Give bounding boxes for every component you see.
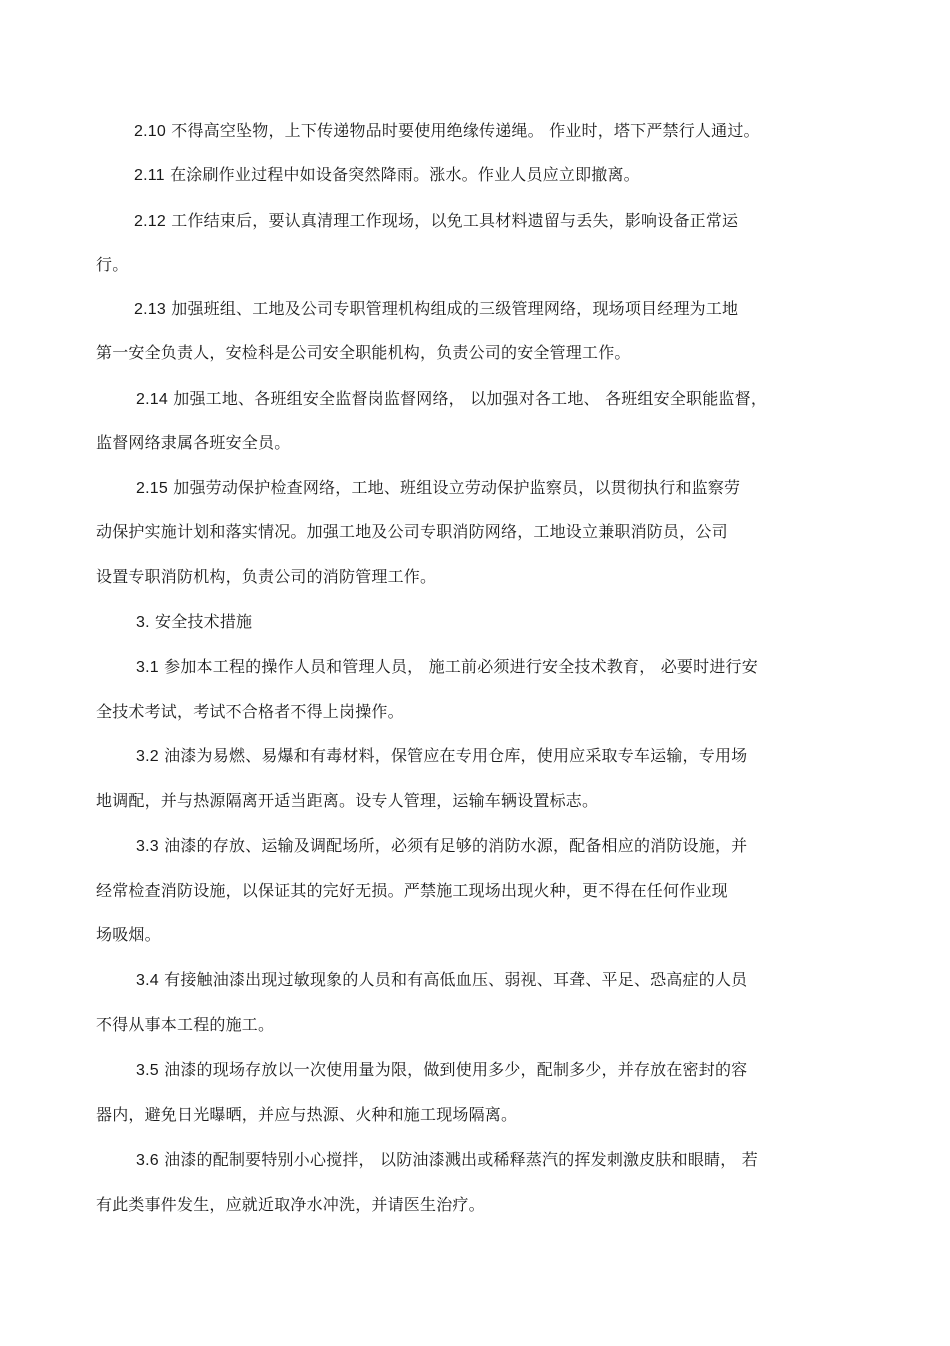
section-title: 安全技术措施 [155,612,253,631]
clause-number: 3.6 [136,1152,159,1169]
text-line-2-11 [134,165,640,186]
section-heading-3 [136,612,252,633]
clause-number: 2.13 [134,301,166,318]
line-text: 地调配，并与热源隔离开适当距离。设专人管理，运输车辆设置标志。 [96,791,599,810]
line-text: 不得从事本工程的施工。 [96,1015,275,1034]
line-text: 场吸烟。 [96,925,161,944]
line-text: 经常检查消防设施，以保证其的完好无损。严禁施工现场出现火种，更不得在任何作业现 [96,881,728,900]
text-line-2-15-cont1 [96,522,728,542]
line-text: 油漆的现场存放以一次使用量为限，做到使用多少，配制多少，并存放在密封的容 [164,1060,748,1079]
clause-number: 2.14 [136,391,168,408]
text-line-2-15 [136,478,740,499]
text-line-3-3-cont2 [96,925,161,945]
line-text: 监督网络隶属各班安全员。 [96,433,291,452]
line-text: 在涂刷作业过程中如设备突然降雨。涨水。作业人员应立即撤离。 [170,165,640,184]
text-line-3-6-cont [96,1195,485,1215]
clause-number: 2.15 [136,480,168,497]
clause-number: 3.2 [136,748,159,765]
clause-number: 3.3 [136,838,159,855]
text-line-3-4-cont [96,1015,274,1035]
text-line-2-15-cont2 [96,567,436,587]
line-text: 油漆的配制要特别小心搅拌， 以防油漆溅出或稀释蒸汽的挥发刺激皮肤和眼睛， 若 [164,1150,758,1169]
text-line-3-4 [136,970,747,991]
clause-number: 2.12 [134,213,166,230]
clause-number: 3.1 [136,659,159,676]
line-text: 工作结束后，要认真清理工作现场，以免工具材料遗留与丢失，影响设备正常运 [171,211,739,230]
line-text: 设置专职消防机构，负责公司的消防管理工作。 [96,567,437,586]
clause-number: 2.11 [134,167,165,184]
text-line-2-13-cont [96,343,631,363]
line-text: 加强工地、各班组安全监督岗监督网络， 以加强对各工地、 各班组安全职能监督， [173,389,768,408]
text-line-2-13 [134,299,738,320]
line-text: 有接触油漆出现过敏现象的人员和有高低血压、弱视、耳聋、平足、恐高症的人员 [164,970,748,989]
text-line-2-10 [134,121,760,142]
line-text: 加强劳动保护检查网络，工地、班组设立劳动保护监察员，以贯彻执行和监察劳 [173,478,741,497]
line-text: 行。 [96,255,129,274]
text-line-2-12 [134,211,738,232]
clause-number: 3.4 [136,972,159,989]
line-text: 油漆的存放、运输及调配场所，必须有足够的消防水源，配备相应的消防设施，并 [164,836,748,855]
line-text: 有此类事件发生，应就近取净水冲洗，并请医生治疗。 [96,1195,485,1214]
text-line-3-1-cont [96,702,404,722]
line-text: 加强班组、工地及公司专职管理机构组成的三级管理网络，现场项目经理为工地 [171,299,739,318]
line-text: 不得高空坠物，上下传递物品时要使用绝缘传递绳。 作业时，塔下严禁行人通过。 [171,121,760,140]
clause-number: 2.10 [134,123,166,140]
text-line-3-5-cont [96,1105,517,1125]
text-line-3-3-cont1 [96,881,728,901]
text-line-3-5 [136,1060,747,1081]
line-text: 器内，避免日光曝晒，并应与热源、火种和施工现场隔离。 [96,1105,518,1124]
line-text: 第一安全负责人，安检科是公司安全职能机构，负责公司的安全管理工作。 [96,343,631,362]
text-line-3-3 [136,836,747,857]
line-text: 全技术考试，考试不合格者不得上岗操作。 [96,702,404,721]
text-line-2-12-cont [96,255,128,275]
text-line-2-14 [136,389,767,410]
line-text: 动保护实施计划和落实情况。加强工地及公司专职消防网络，工地设立兼职消防员，公司 [96,522,728,541]
text-line-2-14-cont [96,433,290,453]
section-number: 3. [136,614,150,631]
text-line-3-2 [136,746,747,767]
clause-number: 3.5 [136,1062,159,1079]
text-line-3-1 [136,657,758,678]
line-text: 油漆为易燃、易爆和有毒材料，保管应在专用仓库，使用应采取专车运输，专用场 [164,746,748,765]
text-line-3-2-cont [96,791,598,811]
text-line-3-6 [136,1150,758,1171]
line-text: 参加本工程的操作人员和管理人员， 施工前必须进行安全技术教育， 必要时进行安 [164,657,758,676]
